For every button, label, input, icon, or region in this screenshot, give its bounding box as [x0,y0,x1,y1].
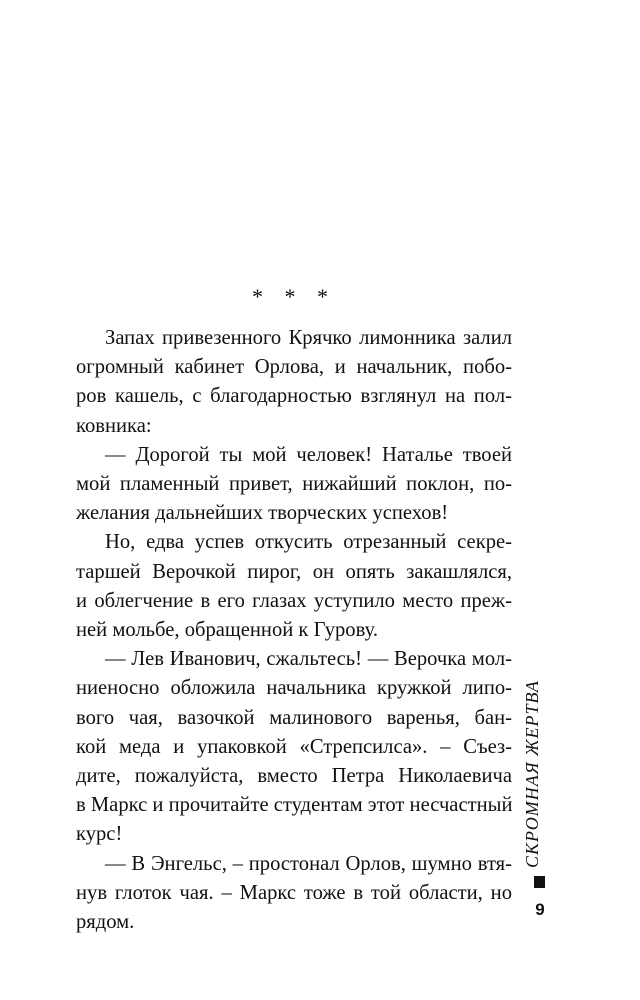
body-text [76,324,512,937]
square-marker-icon [534,876,545,888]
text-line: огромный кабинет Орлова, и начальник, побо- [76,356,512,379]
text-line: и облегчение в его глазах уступило место преж- [76,589,512,612]
text-line: ниеносно обложила начальника кружкой липо- [76,677,512,700]
text-line: — Дорогой ты мой человек! Наталье твоей [105,443,512,466]
text-line: — В Энгельс, – простонал Орлов, шумно втя- [105,852,512,875]
text-line: в Маркс и прочитайте студентам этот несчастный [76,794,513,817]
text-line: кой меда и упаковкой «Стрепсилса». – Съез- [76,735,512,758]
text-line: желания дальнейших творческих успехов! [76,502,449,525]
text-line: курс! [76,823,123,846]
running-title: СКРОМНАЯ ЖЕРТВА [522,680,542,868]
text-line: вого чая, вазочкой малинового варенья, бан- [76,706,512,729]
text-line: ковника: [76,414,152,437]
text-line: — Лев Иванович, сжальтесь! — Верочка мол- [105,648,512,671]
text-line: мой пламенный привет, нижайший поклон, по- [76,473,512,496]
text-line: ров кашель, с благодарностью взглянул на пол- [76,385,512,408]
text-line: Но, едва успев откусить отрезанный секре- [105,531,512,554]
text-line: Запах привезенного Крячко лимонника залил [105,327,512,349]
text-line: рядом. [76,911,135,934]
text-line: ней мольбе, обращенной к Гурову. [76,619,378,642]
text-line: таршей Верочкой пирог, он опять закашлялся, [76,560,512,583]
text-line: дите, пожалуйста, вместо Петра Николаевича [76,765,512,788]
section-separator: * * * [252,284,336,309]
text-line: нув глоток чая. – Маркс тоже в той области, но [76,881,512,904]
page-number: 9 [535,900,545,919]
